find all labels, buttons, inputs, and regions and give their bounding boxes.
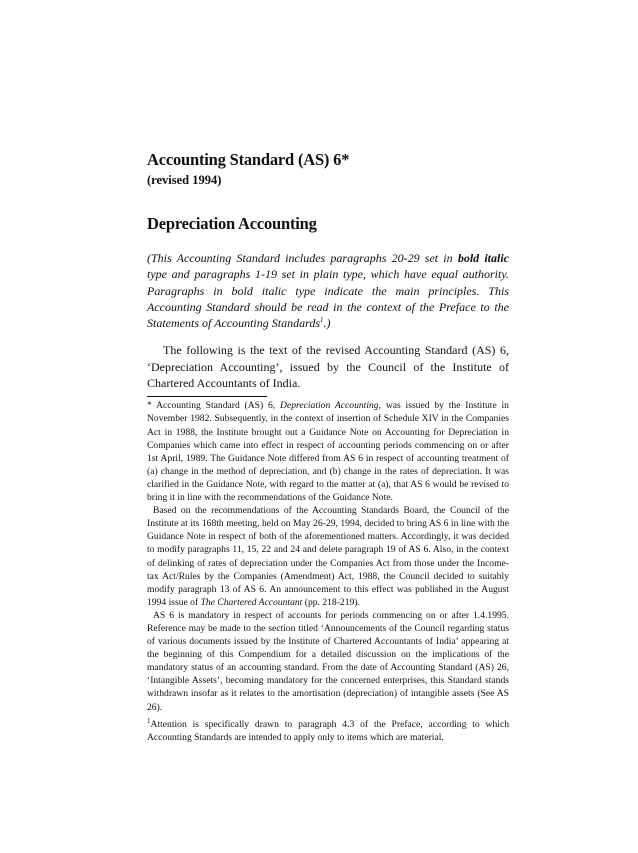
footnote-marker-1: 1	[147, 716, 151, 725]
lead-paragraph: The following is the text of the revised Accounting Standard (AS) 6, ‘Depreciation Accounting’, issued by the Council of the Institute of Chartered Accountants of India.	[147, 343, 509, 391]
footnote-1: $^1$Attention is specifically drawn to paragraph 4.3 of the Preface, according to which Accounting Standards are intended to apply only to items which are material.	[147, 716, 509, 743]
footnote-star: * Accounting Standard (AS) 6, Depreciation Accounting, was issued by the Institute in November 1982. Subsequently, in the context of insertion of Schedule XIV in the Companies Act in 1988, the Institute brought out a Guidance Note on Accounting for Depreciation in Companies which came into effect in respect of accounting periods commencing on or after 1st April, 1989. The Guidance Note differed from AS 6 in respect of accounting treatment of (a) change in the method of depreciation, and (b) change in the rates of depreciation. It was clarified in the Guidance Note, with regard to the matter at (a), that AS 6 would be revised to bring it in line with the recommendations of the Guidance Note.	[147, 400, 509, 504]
intro-paragraph: (This Accounting Standard includes paragraphs 20-29 set in bold italic type and paragraphs 1-19 set in plain type, which have equal authority. Paragraphs in bold italic type indicate the main principles. This Accounting Standard should be read in the context of the Preface to the Statements of Accounting Standards$^1$.)	[147, 251, 509, 331]
footnote-paragraph-3: AS 6 is mandatory in respect of accounts for periods commencing on or after 1.4.1995. Reference may be made to the section titled ‘Announcements of the Council regarding status of various documents issued by the Institute of Chartered Accountants of India’ appearing at the beginning of this Compendium for a detailed discussion on the implications of the mandatory status of an accounting standard. From the date of Accounting Standard (AS) 26, ‘Intangible Assets’, becoming mandatory for the concerned enterprises, this Standard stands withdrawn insofar as it relates to the amortisation (depreciation) of intangible assets (See AS 26).	[147, 609, 509, 713]
footnote-divider	[147, 396, 267, 397]
bold-italic-phrase: bold italic	[457, 251, 509, 265]
section-heading: Depreciation Accounting	[147, 214, 317, 233]
footnote-ref-1: 1	[320, 316, 324, 325]
standard-title: Accounting Standard (AS) 6*	[147, 150, 350, 169]
document-page	[147, 150, 509, 744]
revision-note: (revised 1994)	[147, 173, 222, 187]
footnote-paragraph-2: Based on the recommendations of the Accounting Standards Board, the Council of the Institute at its 168th meeting, held on May 26-29, 1994, decided to bring AS 6 in line with the Guidance Note in respect of both of the aforementioned matters. Accordingly, it was decided to modify paragraphs 11, 15, 22 and 24 and delete paragraph 19 of AS 6. Also, in the context of delinking of rates of depreciation under the Companies Act from those under the Income-tax Act/Rules by the Companies (Amendment) Act, 1988, the Council decided to suitably modify paragraph 13 of AS 6. An announcement to this effect was published in the August 1994 issue of The Chartered Accountant (pp. 218-219).	[147, 505, 509, 608]
